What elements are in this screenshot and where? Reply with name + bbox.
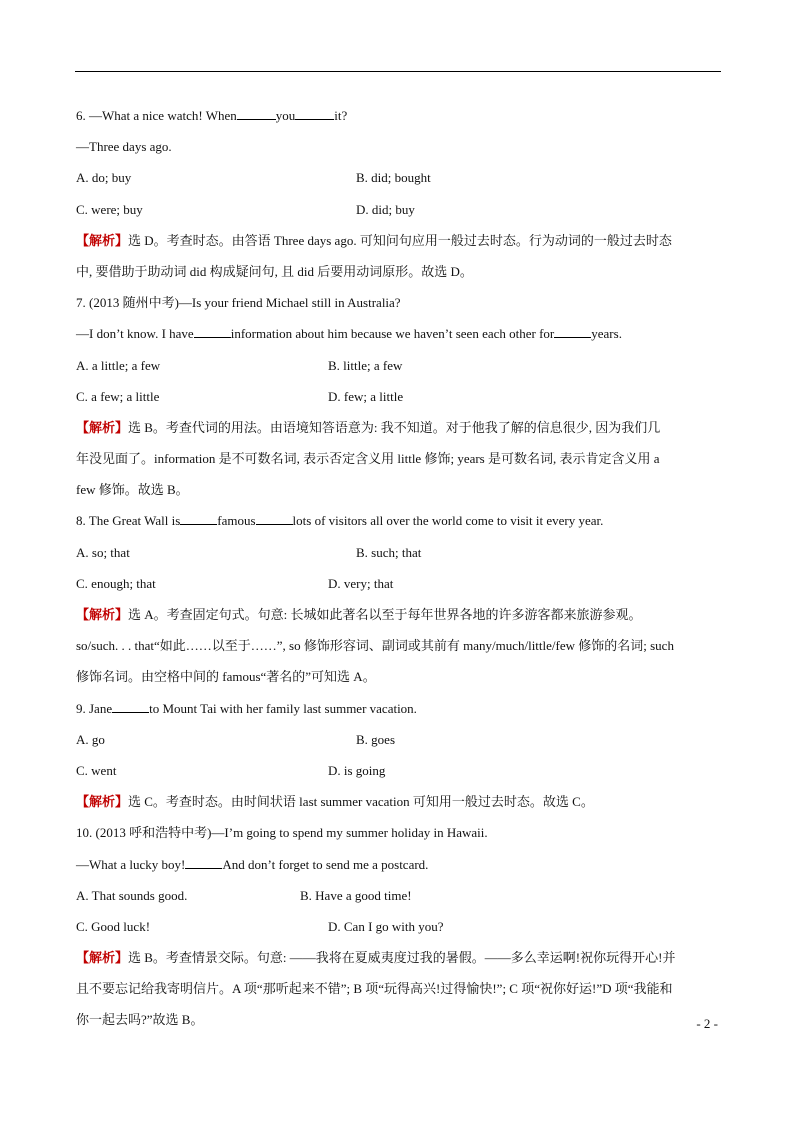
- q6-options-row2: [76, 194, 722, 225]
- option-c: C. a few; a little: [76, 388, 160, 404]
- q7-analysis: 【解析】选 B。考查代词的用法。由语境知答语意为: 我不知道。对于他我了解的信息很少, 因为我们几 年没见面了。information 是不可数名词, 表示否定含义用 little 修饰; years 是可数名词, 表示肯定含义用 a few 修饰。故选 B。: [76, 419, 661, 498]
- answer-blank: [295, 108, 334, 120]
- answer-blank: [185, 857, 222, 869]
- option-d: D. Can I go with you?: [328, 918, 444, 934]
- option-a: A. go: [76, 731, 105, 747]
- option-d: D. few; a little: [328, 388, 404, 404]
- analysis-tag: 【解析】: [76, 607, 129, 622]
- answer-blank: [256, 513, 293, 525]
- option-c: C. went: [76, 762, 117, 778]
- q6-reply: —Three days ago.: [76, 139, 172, 155]
- option-a: A. so; that: [76, 544, 130, 560]
- option-a: A. That sounds good.: [76, 887, 188, 903]
- answer-blank: [112, 701, 149, 713]
- option-c: C. enough; that: [76, 575, 156, 591]
- q10-reply: —What a lucky boy! And don’t forget to send me a postcard.: [76, 856, 429, 872]
- q9-analysis: 【解析】选 C。考查时态。由时间状语 last summer vacation 可知用一般过去时态。故选 C。: [76, 794, 594, 810]
- option-b: B. did; bought: [356, 170, 431, 186]
- option-b: B. such; that: [356, 544, 422, 560]
- q10-options-row2: [76, 911, 722, 942]
- q9-stem: 9. Jane to Mount Tai with her family last summer vacation.: [76, 700, 417, 716]
- q6-stem: 6. —What a nice watch! When you it?: [76, 108, 348, 123]
- q8-stem: 8. The Great Wall is famous lots of visitors all over the world come to visit it every year.: [76, 513, 604, 529]
- q8-options-row1: [76, 537, 722, 568]
- answer-blank: [554, 326, 591, 338]
- q6-options-row1: [76, 162, 722, 193]
- q7-options-row1: [76, 350, 722, 381]
- analysis-tag: 【解析】: [76, 419, 129, 435]
- q9-options-row1: [76, 724, 722, 755]
- option-b: B. little; a few: [328, 357, 403, 373]
- answer-blank: [237, 108, 276, 120]
- option-d: D. is going: [328, 762, 386, 778]
- q7-reply: —I don’t know. I have information about him because we haven’t seen each other for years.: [76, 326, 622, 342]
- option-b: B. goes: [356, 731, 395, 747]
- option-c: C. Good luck!: [76, 918, 151, 934]
- q7-stem: 7. (2013 随州中考)—Is your friend Michael still in Australia?: [76, 295, 401, 311]
- page-content: [76, 100, 722, 1036]
- option-b: B. Have a good time!: [300, 887, 412, 903]
- q10-options-row1: [76, 880, 722, 911]
- option-a: A. a little; a few: [76, 357, 161, 373]
- q8-analysis: 【解析】选 A。考查固定句式。句意: 长城如此著名以至于每年世界各地的许多游客都来旅游参观。 so/such. . . that“如此……以至于……”, so 修饰形容词、副词或其前有 many/much/little/few 修饰的名词; such 修饰名词。由空格中间的 famous“著名的”可知选 A。: [76, 607, 674, 685]
- q6-analysis: 【解析】选 D。考查时态。由答语 Three days ago. 可知问句应用一般过去时态。行为动词的一般过去时态 中, 要借助于助动词 did 构成疑问句, 且 did 后要用动词原形。故选 D。: [76, 232, 672, 279]
- analysis-tag: 【解析】: [76, 950, 129, 966]
- header-rule: [75, 71, 721, 72]
- q10-stem: 10. (2013 呼和浩特中考)—I’m going to spend my summer holiday in Hawaii.: [76, 825, 488, 841]
- page-number: - 2 -: [696, 1016, 718, 1031]
- analysis-tag: 【解析】: [76, 794, 129, 810]
- answer-blank: [194, 326, 231, 338]
- analysis-tag: 【解析】: [76, 232, 129, 248]
- q9-options-row2: [76, 755, 722, 786]
- option-a: A. do; buy: [76, 170, 132, 186]
- q7-options-row2: [76, 381, 722, 412]
- answer-blank: [180, 513, 217, 525]
- q10-analysis: 【解析】选 B。考查情景交际。句意: ——我将在夏威夷度过我的暑假。——多么幸运啊!祝你玩得开心!并 且不要忘记给我寄明信片。A 项“那听起来不错”; B 项“玩得高兴!过得愉快!”; C 项“祝你好运!”D 项“我能和 你一起去吗?”故选 B。: [76, 950, 676, 1028]
- option-d: D. did; buy: [356, 201, 415, 217]
- q8-options-row2: [76, 568, 722, 599]
- option-d: D. very; that: [328, 575, 394, 591]
- option-c: C. were; buy: [76, 201, 143, 217]
